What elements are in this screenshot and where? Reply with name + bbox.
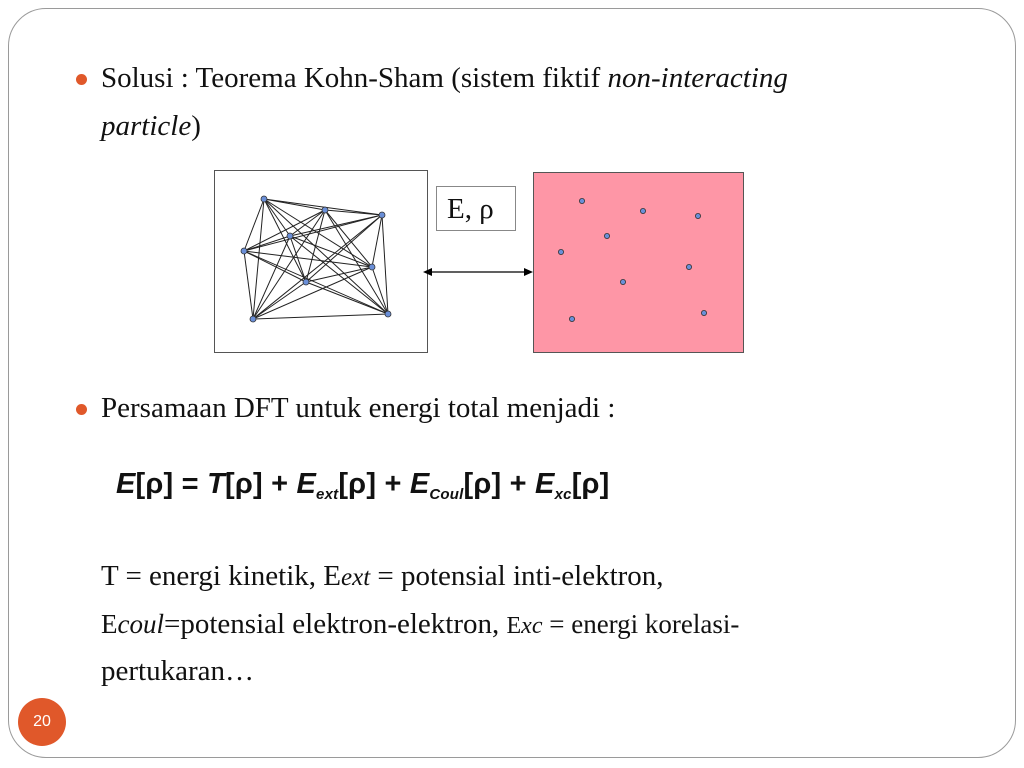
formula-plus-1: +: [262, 468, 297, 500]
definition-line-1: [101, 560, 664, 593]
double-arrow-icon: [423, 262, 533, 282]
formula-e: E: [116, 468, 136, 500]
interacting-particles-box: [214, 170, 428, 353]
definition-line-3: pertukaran…: [101, 655, 254, 687]
def-xc-desc: = energi korelasi-: [542, 609, 740, 639]
def-kinetic: T = energi kinetik, E: [101, 560, 341, 592]
bullet-1-text: Solusi : Teorema Kohn-Sham (sistem fiktif: [101, 62, 608, 94]
free-particles: [534, 173, 743, 352]
formula-equals: =: [173, 468, 208, 500]
bullet-1-close-paren: ): [191, 110, 201, 142]
formula-plus-2: +: [376, 468, 410, 500]
formula-ext-sub: ext: [316, 486, 339, 503]
formula-e-xc: E: [535, 468, 555, 500]
def-xc-sub: xc: [521, 613, 543, 639]
def-coul-e: E: [101, 609, 118, 639]
formula-plus-3: +: [501, 468, 536, 500]
non-interacting-particles-box: [533, 172, 744, 353]
dft-energy-formula: [116, 468, 610, 503]
formula-rho-4: [ρ]: [463, 468, 502, 500]
bullet-1-line-2: [101, 110, 201, 143]
formula-rho-3: [ρ]: [338, 468, 377, 500]
def-ext-desc: = potensial inti-elektron,: [370, 560, 664, 592]
interacting-network: [215, 171, 427, 352]
formula-coul-sub: Coul: [429, 486, 464, 503]
formula-e-coul: E: [409, 468, 430, 500]
page-number-badge: 20: [18, 698, 66, 746]
bullet-2-marker: [76, 404, 87, 415]
energy-density-label: E, ρ: [436, 186, 516, 231]
bullet-1-italic-2: particle: [101, 110, 192, 142]
formula-xc-sub: xc: [554, 486, 572, 503]
formula-rho-1: [ρ]: [135, 468, 174, 500]
def-coul-sub: coul: [117, 609, 164, 639]
definition-line-2: [101, 608, 739, 641]
formula-rho-5: [ρ]: [571, 468, 610, 500]
def-xc-e: E: [506, 613, 522, 639]
bullet-1-line-1: [101, 62, 788, 95]
bullet-2-text: Persamaan DFT untuk energi total menjadi :: [101, 392, 616, 424]
bullet-1-italic: non-interacting: [607, 62, 788, 94]
bullet-1-marker: [76, 74, 87, 85]
formula-e-ext: E: [296, 468, 317, 500]
formula-rho-2: [ρ]: [224, 468, 263, 500]
def-coul-desc: =potensial elektron-elektron,: [164, 608, 507, 640]
def-ext-sub: ext: [341, 564, 371, 591]
formula-t: T: [207, 468, 225, 500]
